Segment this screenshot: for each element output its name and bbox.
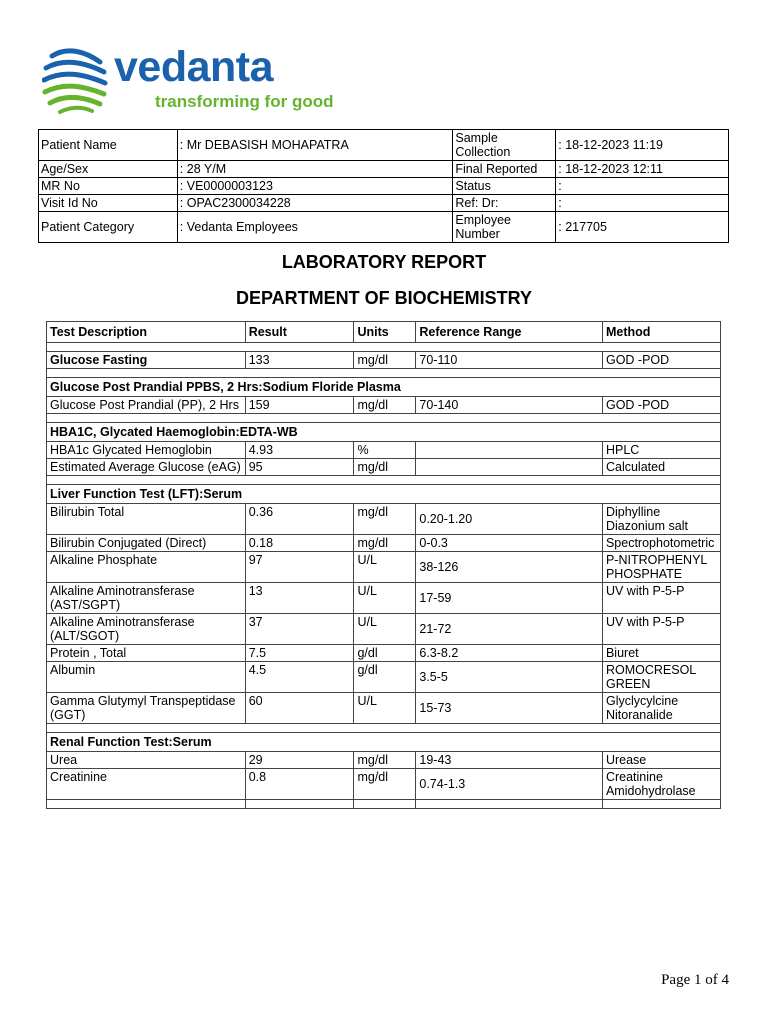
test-units: U/L (354, 693, 416, 724)
test-name: Bilirubin Total (47, 504, 246, 535)
table-row (47, 552, 721, 583)
mr-no-value: : VE0000003123 (177, 178, 453, 195)
status-value: : (556, 178, 729, 195)
test-name: Creatinine (47, 769, 246, 800)
section-row (47, 733, 721, 752)
department-title: DEPARTMENT OF BIOCHEMISTRY (236, 288, 532, 308)
logo-tagline: transforming for good (155, 92, 334, 111)
spacer-row (47, 343, 721, 352)
table-row (47, 352, 721, 369)
test-method: UV with P-5-P (602, 614, 720, 645)
final-reported-label: Final Reported (453, 161, 556, 178)
table-header-row (47, 322, 721, 343)
patient-name-label: Patient Name (39, 130, 178, 161)
test-method: Spectrophotometric (602, 535, 720, 552)
test-result: 159 (245, 397, 354, 414)
test-method: ROMOCRESOL GREEN (602, 662, 720, 693)
spacer-row (47, 369, 721, 378)
test-units: mg/dl (354, 397, 416, 414)
test-method: P-NITROPHENYL PHOSPHATE (602, 552, 720, 583)
test-reference: 3.5-5 (416, 662, 603, 693)
test-method: Urease (602, 752, 720, 769)
test-method: Biuret (602, 645, 720, 662)
table-row (47, 504, 721, 535)
test-reference: 0.74-1.3 (416, 769, 603, 800)
spacer-row (47, 476, 721, 485)
test-method: Glyclycylcine Nitoranalide (602, 693, 720, 724)
test-reference: 0-0.3 (416, 535, 603, 552)
test-reference: 70-110 (416, 352, 603, 369)
test-reference: 21-72 (416, 614, 603, 645)
patient-row (39, 161, 729, 178)
test-reference: 17-59 (416, 583, 603, 614)
test-reference (416, 442, 603, 459)
patient-category-value: : Vedanta Employees (177, 212, 453, 243)
section-title: Renal Function Test:Serum (47, 733, 721, 752)
patient-name-value: : Mr DEBASISH MOHAPATRA (177, 130, 453, 161)
test-result: 29 (245, 752, 354, 769)
test-reference: 0.20-1.20 (416, 504, 603, 535)
test-name: Glucose Post Prandial (PP), 2 Hrs (47, 397, 246, 414)
patient-info-table (38, 129, 729, 243)
test-name: Alkaline Phosphate (47, 552, 246, 583)
spacer-row (47, 414, 721, 423)
patient-row (39, 130, 729, 161)
spacer-row (47, 800, 721, 809)
vedanta-emblem-icon (42, 48, 108, 116)
test-reference: 15-73 (416, 693, 603, 724)
page-number: Page 1 of 4 (661, 972, 729, 988)
test-name: Alkaline Aminotransferase (ALT/SGOT) (47, 614, 246, 645)
test-reference: 6.3-8.2 (416, 645, 603, 662)
test-result: 0.18 (245, 535, 354, 552)
test-reference: 38-126 (416, 552, 603, 583)
test-method: GOD -POD (602, 352, 720, 369)
test-result: 4.5 (245, 662, 354, 693)
column-header: Test Description (47, 322, 246, 343)
test-name: Protein , Total (47, 645, 246, 662)
test-method: HPLC (602, 442, 720, 459)
table-row (47, 662, 721, 693)
test-result: 133 (245, 352, 354, 369)
test-units: % (354, 442, 416, 459)
test-units: U/L (354, 552, 416, 583)
test-name: Glucose Fasting (47, 352, 246, 369)
table-row (47, 583, 721, 614)
ref-dr-label: Ref: Dr: (453, 195, 556, 212)
table-row (47, 614, 721, 645)
patient-row (39, 195, 729, 212)
test-reference: 19-43 (416, 752, 603, 769)
section-row (47, 378, 721, 397)
test-units: mg/dl (354, 752, 416, 769)
test-units: U/L (354, 614, 416, 645)
column-header: Method (602, 322, 720, 343)
test-result: 0.8 (245, 769, 354, 800)
test-result: 13 (245, 583, 354, 614)
table-row (47, 459, 721, 476)
test-name: Gamma Glutymyl Transpeptidase (GGT) (47, 693, 246, 724)
test-units: mg/dl (354, 504, 416, 535)
test-units: mg/dl (354, 352, 416, 369)
status-label: Status (453, 178, 556, 195)
section-title: Liver Function Test (LFT):Serum (47, 485, 721, 504)
column-header: Reference Range (416, 322, 603, 343)
test-units: g/dl (354, 645, 416, 662)
section-title: Glucose Post Prandial PPBS, 2 Hrs:Sodium Floride Plasma (47, 378, 721, 397)
test-name: HBA1c Glycated Hemoglobin (47, 442, 246, 459)
spacer-row (47, 724, 721, 733)
report-title: LABORATORY REPORT (281, 252, 487, 272)
test-units: mg/dl (354, 535, 416, 552)
table-row (47, 769, 721, 800)
column-header: Units (354, 322, 416, 343)
test-result: 60 (245, 693, 354, 724)
vedanta-logo (42, 43, 372, 116)
employee-number-label: Employee Number (453, 212, 556, 243)
section-title: HBA1C, Glycated Haemoglobin:EDTA-WB (47, 423, 721, 442)
employee-number-value: : 217705 (556, 212, 729, 243)
table-row (47, 645, 721, 662)
patient-row (39, 212, 729, 243)
visit-id-value: : OPAC2300034228 (177, 195, 453, 212)
test-units: mg/dl (354, 769, 416, 800)
test-reference (416, 459, 603, 476)
test-units: U/L (354, 583, 416, 614)
test-name: Estimated Average Glucose (eAG) (47, 459, 246, 476)
test-units: mg/dl (354, 459, 416, 476)
test-result: 95 (245, 459, 354, 476)
sample-collection-label: Sample Collection (453, 130, 556, 161)
section-row (47, 423, 721, 442)
test-result: 37 (245, 614, 354, 645)
ref-dr-value: : (556, 195, 729, 212)
test-name: Bilirubin Conjugated (Direct) (47, 535, 246, 552)
test-result: 4.93 (245, 442, 354, 459)
table-row (47, 693, 721, 724)
patient-row (39, 178, 729, 195)
section-row (47, 485, 721, 504)
sample-collection-value: : 18-12-2023 11:19 (556, 130, 729, 161)
logo-wordmark: vedanta (114, 43, 274, 91)
test-method: Calculated (602, 459, 720, 476)
test-method: UV with P-5-P (602, 583, 720, 614)
test-units: g/dl (354, 662, 416, 693)
age-sex-value: : 28 Y/M (177, 161, 453, 178)
test-result: 97 (245, 552, 354, 583)
table-row (47, 397, 721, 414)
test-name: Albumin (47, 662, 246, 693)
table-row (47, 752, 721, 769)
table-row (47, 442, 721, 459)
column-header: Result (245, 322, 354, 343)
results-table (46, 321, 721, 809)
patient-category-label: Patient Category (39, 212, 178, 243)
final-reported-value: : 18-12-2023 12:11 (556, 161, 729, 178)
mr-no-label: MR No (39, 178, 178, 195)
test-name: Alkaline Aminotransferase (AST/SGPT) (47, 583, 246, 614)
test-result: 7.5 (245, 645, 354, 662)
test-method: GOD -POD (602, 397, 720, 414)
visit-id-label: Visit Id No (39, 195, 178, 212)
test-name: Urea (47, 752, 246, 769)
age-sex-label: Age/Sex (39, 161, 178, 178)
test-result: 0.36 (245, 504, 354, 535)
test-method: Diphylline Diazonium salt (602, 504, 720, 535)
table-row (47, 535, 721, 552)
test-reference: 70-140 (416, 397, 603, 414)
test-method: Creatinine Amidohydrolase (602, 769, 720, 800)
